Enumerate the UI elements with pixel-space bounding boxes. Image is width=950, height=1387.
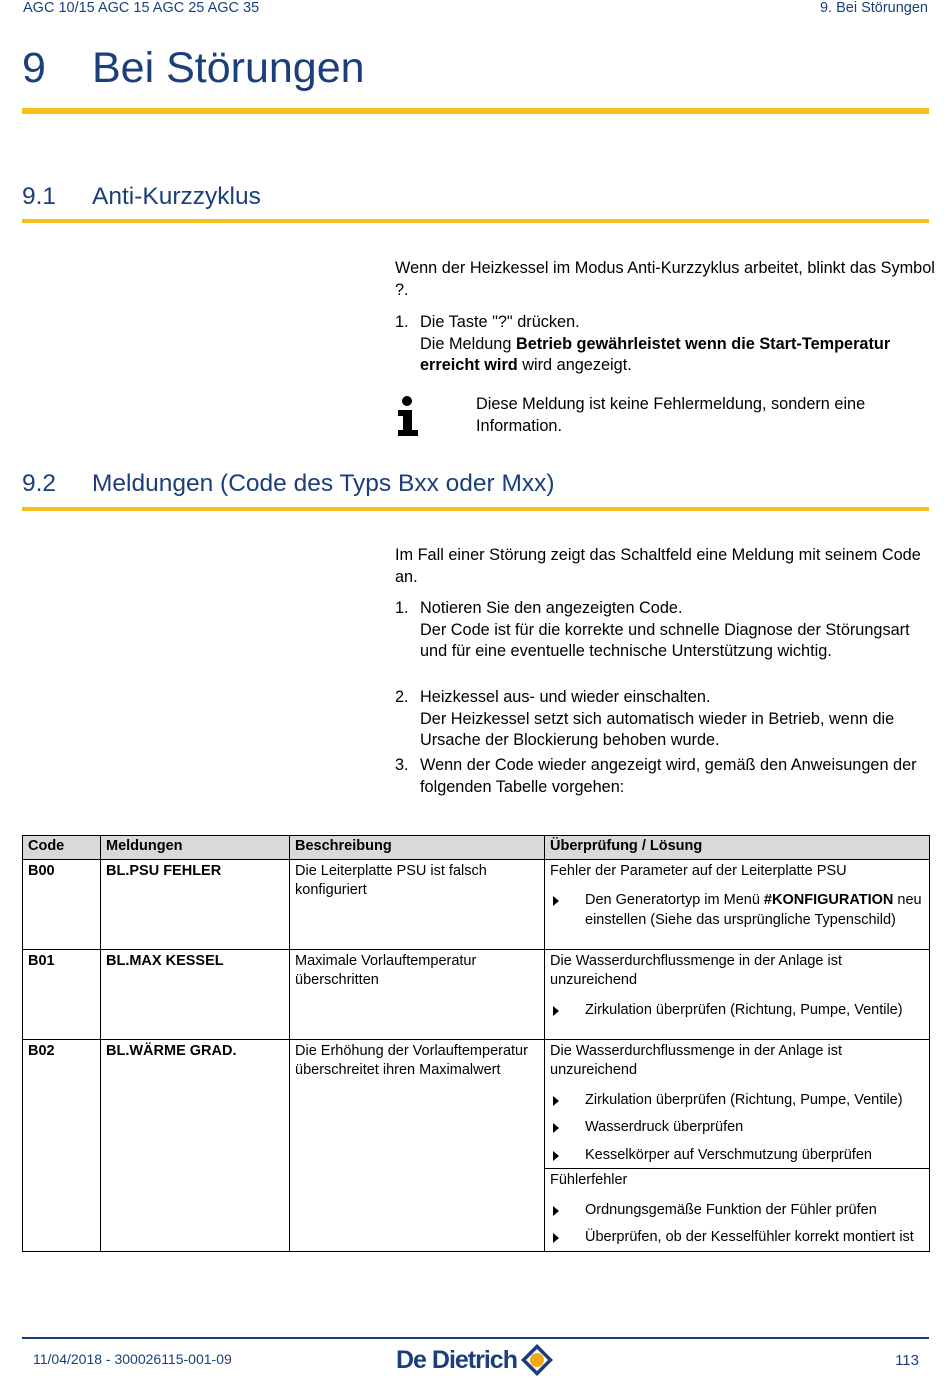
step-text: Heizkessel aus- und wieder einschalten. <box>420 688 711 706</box>
triangle-arrow-icon <box>553 1206 559 1216</box>
section1-rule <box>22 219 929 223</box>
list-item: Zirkulation überprüfen (Richtung, Pumpe, Ventile) <box>545 1001 929 1021</box>
section2-number: 9.2 <box>22 470 57 497</box>
list-item: Zirkulation überprüfen (Richtung, Pumpe, Ventile) <box>545 1091 929 1111</box>
chapter-title-text: Bei Störungen <box>92 44 365 92</box>
list-item: Überprüfen, ob der Kesselfühler korrekt montiert ist <box>545 1228 929 1248</box>
page-number: 113 <box>895 1352 919 1369</box>
cell-message: BL.MAX KESSEL <box>101 949 290 1039</box>
header-check-solution: Überprüfung / Lösung <box>545 836 930 860</box>
triangle-arrow-icon <box>553 1123 559 1133</box>
cell-solution <box>545 949 930 1039</box>
footer-rule <box>22 1337 929 1339</box>
table-header-row <box>23 836 930 860</box>
cell-solution <box>545 1039 930 1251</box>
step-sub: Die Meldung Betrieb gewährleistet wenn die Start-Temperatur erreicht wird wird angezeigt. <box>420 334 891 374</box>
triangle-arrow-icon <box>553 1096 559 1106</box>
footer-date-doc: 11/04/2018 - 300026115-001-09 <box>33 1351 232 1367</box>
step-sub: Der Code ist für die korrekte und schnelle Diagnose der Störungsart und für eine eventuelle technische Unterstützung wichtig. <box>420 620 910 660</box>
cause-text: Fehler der Parameter auf der Leiterplatte PSU <box>550 862 847 879</box>
step-text: Wenn der Code wieder angezeigt wird, gemäß den Anweisungen der folgenden Tabelle vorgehen: <box>420 756 917 796</box>
step-number: 1. <box>395 599 409 617</box>
step-sub: Der Heizkessel setzt sich automatisch wieder in Betrieb, wenn die Ursache der Blockierung behoben wurde. <box>420 709 895 749</box>
section2-title-text: Meldungen (Code des Typs Bxx oder Mxx) <box>92 470 555 497</box>
cell-description: Die Erhöhung der Vorlauftemperatur überschreitet ihren Maximalwert <box>290 1039 545 1251</box>
table-row <box>23 859 930 949</box>
cell-code: B02 <box>23 1039 101 1251</box>
diamond-logo-icon <box>520 1343 554 1377</box>
table-row <box>23 1039 930 1251</box>
header-messages: Meldungen <box>101 836 290 860</box>
triangle-arrow-icon <box>553 1233 559 1243</box>
brand-logo <box>396 1342 554 1378</box>
cell-description: Maximale Vorlauftemperatur überschritten <box>290 949 545 1039</box>
step-text: Notieren Sie den angezeigten Code. <box>420 599 683 617</box>
triangle-arrow-icon <box>553 1006 559 1016</box>
info-icon <box>397 396 419 436</box>
cell-solution <box>545 859 930 949</box>
info-text: Diese Meldung ist keine Fehlermeldung, sondern eine Information. <box>476 395 866 435</box>
header-models: AGC 10/15 AGC 15 AGC 25 AGC 35 <box>23 0 260 16</box>
header-code: Code <box>23 836 101 860</box>
section1-number: 9.1 <box>22 183 57 210</box>
section2-step-1 <box>395 598 935 663</box>
section2-intro: Im Fall einer Störung zeigt das Schaltfeld eine Meldung mit seinem Code an. <box>395 546 921 586</box>
section1-intro: Wenn der Heizkessel im Modus Anti-Kurzzyklus arbeitet, blinkt das Symbol ?. <box>395 259 935 299</box>
chapter-title <box>22 44 365 93</box>
section1-step-1 <box>395 312 935 377</box>
section2-rule <box>22 507 929 511</box>
cell-message: BL.WÄRME GRAD. <box>101 1039 290 1251</box>
section2-title <box>22 470 555 498</box>
step-number: 2. <box>395 688 409 706</box>
list-item: Den Generatortyp im Menü #KONFIGURATION neu einstellen (Siehe das ursprüngliche Typenschild) <box>545 891 929 930</box>
triangle-arrow-icon <box>553 896 559 906</box>
cause-text: Die Wasserdurchflussmenge in der Anlage ist unzureichend <box>550 1042 843 1078</box>
list-item: Kesselkörper auf Verschmutzung überprüfen <box>545 1146 929 1166</box>
triangle-arrow-icon <box>553 1151 559 1161</box>
section1-title <box>22 183 261 211</box>
step-number: 3. <box>395 756 409 774</box>
cell-description: Die Leiterplatte PSU ist falsch konfiguriert <box>290 859 545 949</box>
cause-text: Fühlerfehler <box>550 1172 628 1188</box>
cell-code: B00 <box>23 859 101 949</box>
header-description: Beschreibung <box>290 836 545 860</box>
section2-step-2 <box>395 687 935 752</box>
section1-title-text: Anti-Kurzzyklus <box>92 183 261 210</box>
list-item: Wasserdruck überprüfen <box>545 1118 929 1138</box>
cell-code: B01 <box>23 949 101 1039</box>
step-number: 1. <box>395 313 409 331</box>
list-item: Ordnungsgemäße Funktion der Fühler prüfen <box>545 1201 929 1221</box>
cell-message: BL.PSU FEHLER <box>101 859 290 949</box>
brand-name: De Dietrich <box>396 1345 517 1374</box>
chapter-number: 9 <box>22 44 46 92</box>
chapter-rule <box>22 108 929 114</box>
fault-code-table <box>22 835 930 1252</box>
step-text: Die Taste "?" drücken. <box>420 313 580 331</box>
cause-text: Die Wasserdurchflussmenge in der Anlage ist unzureichend <box>550 952 843 988</box>
table-row <box>23 949 930 1039</box>
section2-step-3 <box>395 755 935 798</box>
header-section: 9. Bei Störungen <box>819 0 928 16</box>
